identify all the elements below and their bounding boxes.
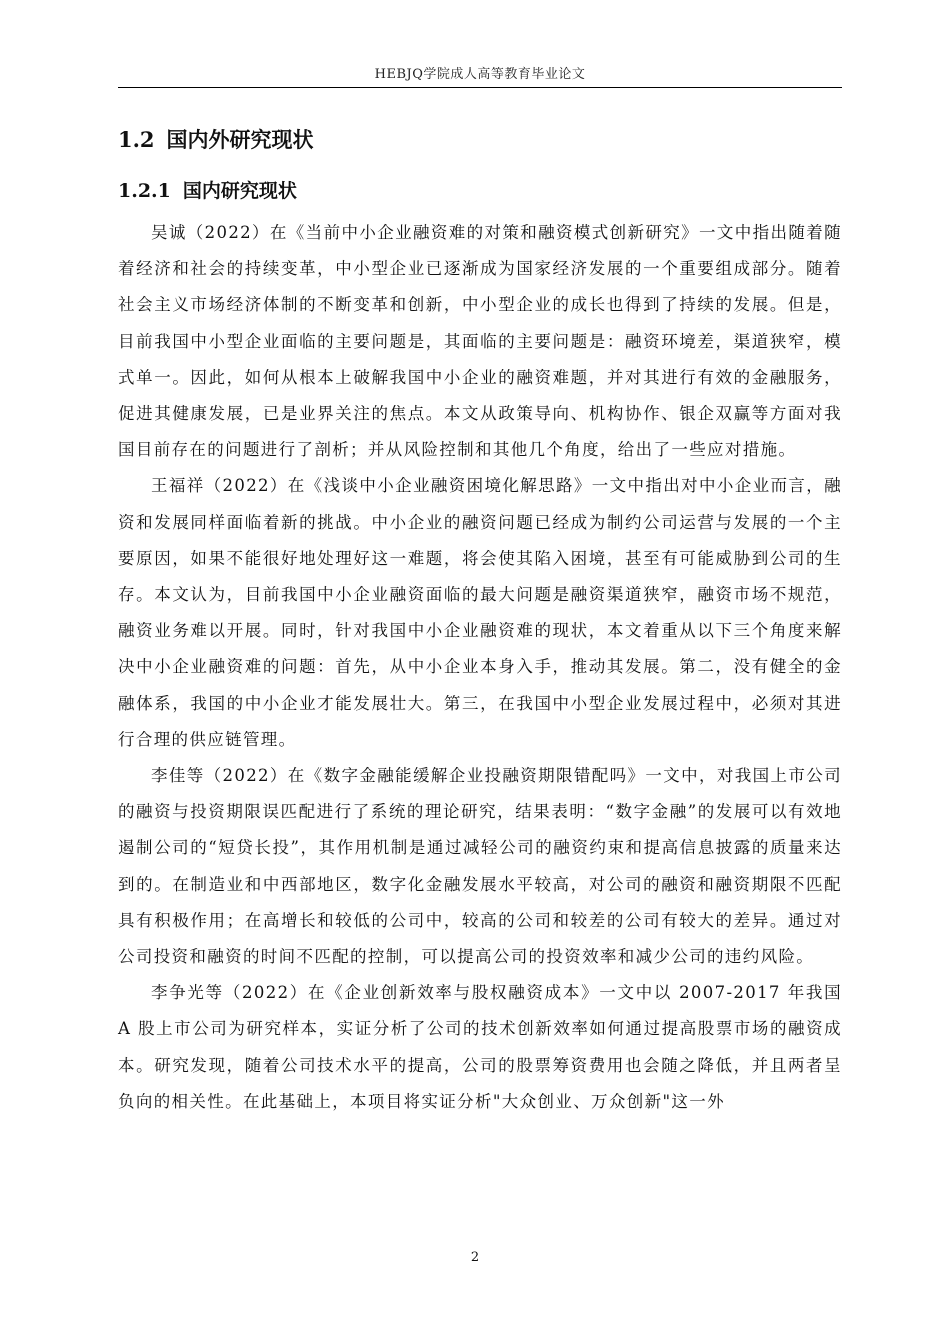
section-heading	[118, 124, 314, 154]
page-number: 2	[470, 1250, 480, 1265]
section-title: 国内外研究现状	[166, 127, 314, 152]
running-header: HEBJQ学院成人高等教育毕业论文	[374, 67, 586, 82]
body-text	[118, 215, 842, 1120]
paragraph-wu-cheng: 吴诚（2022）在《当前中小企业融资难的对策和融资模式创新研究》一文中指出随着随着经济和社会的持续变革，中小型企业已逐渐成为国家经济发展的一个重要组成部分。随着社会主义市场经济体制的不断变革和创新，中小型企业的成长也得到了持续的发展。但是，目前我国中小型企业面临的主要问题是，其面临的主要问题是：融资环境差，渠道狭窄，模式单一。因此，如何从根本上破解我国中小企业的融资难题，并对其进行有效的金融服务，促进其健康发展，已是业界关注的焦点。本文从政策导向、机构协作、银企双赢等方面对我国目前存在的问题进行了剖析；并从风险控制和其他几个角度，给出了一些应对措施。	[118, 223, 842, 460]
section-number: 1.2	[118, 127, 155, 152]
header-rule	[118, 87, 842, 88]
paragraph-li-zhengguang: 李争光等（2022）在《企业创新效率与股权融资成本》一文中以 2007-2017 年我国 A 股上市公司为研究样本，实证分析了公司的技术创新效率如何通过提高股票市场的融资成本。研究发现，随着公司技术水平的提高，公司的股票筹资费用也会随之降低，并且两者呈负向的相关性。在此基础上，本项目将实证分析"大众创业、万众创新"这一外	[118, 983, 842, 1111]
paragraph-wang-fuxiang: 王福祥（2022）在《浅谈中小企业融资困境化解思路》一文中指出对中小企业而言，融资和发展同样面临着新的挑战。中小企业的融资问题已经成为制约公司运营与发展的一个主要原因，如果不能很好地处理好这一难题，将会使其陷入困境，甚至有可能威胁到公司的生存。本文认为，目前我国中小企业融资面临的最大问题是融资渠道狭窄，融资市场不规范，融资业务难以开展。同时，针对我国中小企业融资难的现状，本文着重从以下三个角度来解决中小企业融资难的问题：首先，从中小企业本身入手，推动其发展。第二，没有健全的金融体系，我国的中小企业才能发展壮大。第三，在我国中小型企业发展过程中，必须对其进行合理的供应链管理。	[118, 476, 842, 749]
subsection-title: 国内研究现状	[182, 180, 297, 202]
subsection-number: 1.2.1	[118, 180, 171, 202]
subsection-heading	[118, 176, 297, 203]
paragraph-li-jia: 李佳等（2022）在《数字金融能缓解企业投融资期限错配吗》一文中，对我国上市公司的融资与投资期限误匹配进行了系统的理论研究，结果表明：“数字金融”的发展可以有效地遏制公司的“短贷长投”，其作用机制是通过减轻公司的融资约束和提高信息披露的质量来达到的。在制造业和中西部地区，数字化金融发展水平较高，对公司的融资和融资期限不匹配具有积极作用；在高增长和较低的公司中，较高的公司和较差的公司有较大的差异。通过对公司投资和融资的时间不匹配的控制，可以提高公司的投资效率和减少公司的违约风险。	[118, 766, 842, 967]
